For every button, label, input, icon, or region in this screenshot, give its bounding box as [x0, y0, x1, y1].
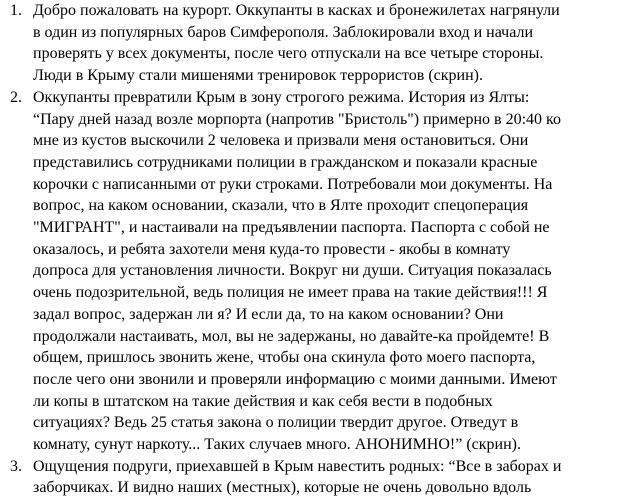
text-line: очень подозрительной, ведь полиция не имеет права на такие действия!!! Я	[33, 284, 548, 302]
text-line: заборчиках. И видно наших (местных), которые не очень довольно вдоль	[33, 479, 532, 497]
text-line: ситуациях? Ведь 25 статья закона о полиции твердит другое. Отведут в	[33, 414, 519, 432]
text-line: Добро пожаловать на курорт. Оккупанты в касках и бронежилетах нагрянули	[33, 2, 560, 19]
text-line: представились сотрудниками полиции в гражданском и показали красные	[33, 153, 538, 171]
text-line: ли копы в штатском на такие действия и как себя вести в подобных	[33, 392, 493, 410]
list-item	[10, 0, 616, 87]
text-line: допроса для установления личности. Вокруг ни души. Ситуация показалась	[33, 262, 552, 280]
list-item-number: 2.	[10, 88, 22, 106]
text-line: Люди в Крыму стали мишенями тренировок террористов (скрин).	[33, 67, 483, 85]
text-line: Ощущения подруги, приехавшей в Крым навестить родных: “Все в заборах и	[33, 457, 562, 475]
text-line: мне из кустов выскочили 2 человека и призвали меня остановиться. Они	[33, 132, 529, 150]
text-line: корочки с написанными от руки строками. Потребовали мои документы. На	[33, 175, 553, 193]
list-item-number: 1.	[10, 2, 22, 19]
text-line: вопрос, на каком основании, сказали, что в Ялте проходит спецоперация	[33, 197, 529, 215]
text-line: “Пару дней назад возле морпорта (напротив "Бристоль") примерно в 20:40 ко	[33, 110, 561, 128]
text-line: проверять у всех документы, после чего отпускали на все четыре стороны.	[33, 45, 544, 63]
text-line: "МИГРАНТ", и настаивали на предъявлении паспорта. Паспорта с собой не	[33, 219, 550, 237]
text-line: задал вопрос, задержан ли я? И если да, то на каком основании? Они	[33, 305, 504, 323]
text-line: в один из популярных баров Симферополя. Заблокировали вход и начали	[33, 23, 533, 41]
text-line: общем, пришлось звонить жене, чтобы она скинула фото моего паспорта,	[33, 349, 536, 367]
text-line: после чего они звонили и проверяли информацию с моими данными. Имеют	[33, 370, 557, 388]
list-item-number: 3.	[10, 457, 22, 475]
list-item	[10, 456, 616, 499]
list-item	[10, 87, 616, 456]
text-line: оказалось, и ребята захотели меня куда-то провести - якобы в комнату	[33, 240, 511, 258]
text-line: комнату, сунут наркоту... Таких случаев много. АНОНИМНО!” (скрин).	[33, 436, 521, 454]
text-line: Оккупанты превратили Крым в зону строгого режима. История из Ялты:	[33, 88, 530, 106]
text-line: продолжали настаивать, мол, вы не задержаны, но давайте-ка пройдемте! В	[33, 327, 550, 345]
